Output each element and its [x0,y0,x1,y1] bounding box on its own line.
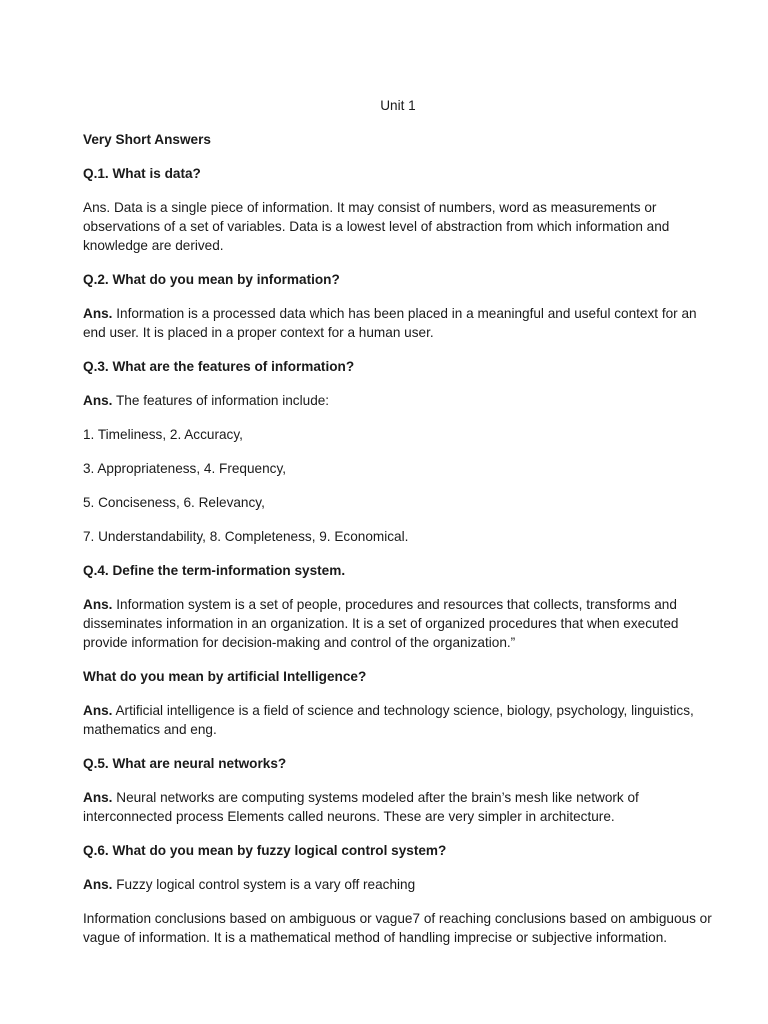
features-list-item: 5. Conciseness, 6. Relevancy, [83,495,265,510]
answer-text: Neural networks are computing systems modeled after the brain’s mesh like network of interconnected process Elements called neurons. These are very simpler in architecture. [83,790,639,824]
answer-6-continuation: Information conclusions based on ambiguous or vague7 of reaching conclusions based on ambiguous or vague of information. It is a mathematical method of handling imprecise or subjective information. [83,911,712,945]
answer-text: Fuzzy logical control system is a vary off reaching [112,877,416,892]
features-list-item: 1. Timeliness, 2. Accuracy, [83,427,243,442]
document-title: Unit 1 [380,98,416,113]
answer-2 [83,304,713,342]
section-heading: Very Short Answers [83,132,211,147]
question-6: Q.6. What do you mean by fuzzy logical control system? [83,843,447,858]
answer-ai [83,701,713,739]
answer-label: Ans. [83,597,113,612]
question-5: Q.5. What are neural networks? [83,756,287,771]
answer-label: Ans. [83,306,113,321]
answer-text: Artificial intelligence is a field of science and technology science, biology, psychology, linguistics, mathematics and eng. [83,703,694,737]
question-4: Q.4. Define the term-information system. [83,563,346,578]
answer-label: Ans. [83,790,113,805]
question-1: Q.1. What is data? [83,166,201,181]
document-page [83,96,713,962]
answer-label: Ans. [83,703,113,718]
answer-3 [83,391,713,410]
answer-label: Ans. [83,877,113,892]
answer-text: Information system is a set of people, procedures and resources that collects, transforms and disseminates information in an organization. It is a set of organized procedures that when executed provide information for decision-making and control of the organization.” [83,597,679,650]
answer-5 [83,788,713,826]
answer-text: Information is a processed data which has been placed in a meaningful and useful context for an end user. It is placed in a proper context for a human user. [83,306,697,340]
answer-label: Ans. [83,393,113,408]
answer-4 [83,595,713,652]
question-2: Q.2. What do you mean by information? [83,272,340,287]
features-list-item: 7. Understandability, 8. Completeness, 9. Economical. [83,529,409,544]
answer-1: Ans. Data is a single piece of information. It may consist of numbers, word as measurements or observations of a set of variables. Data is a lowest level of abstraction from which information and knowledge are derived. [83,200,670,253]
question-ai: What do you mean by artificial Intelligence? [83,669,367,684]
question-3: Q.3. What are the features of information? [83,359,355,374]
answer-6 [83,875,713,894]
answer-text: The features of information include: [112,393,330,408]
features-list-item: 3. Appropriateness, 4. Frequency, [83,461,287,476]
